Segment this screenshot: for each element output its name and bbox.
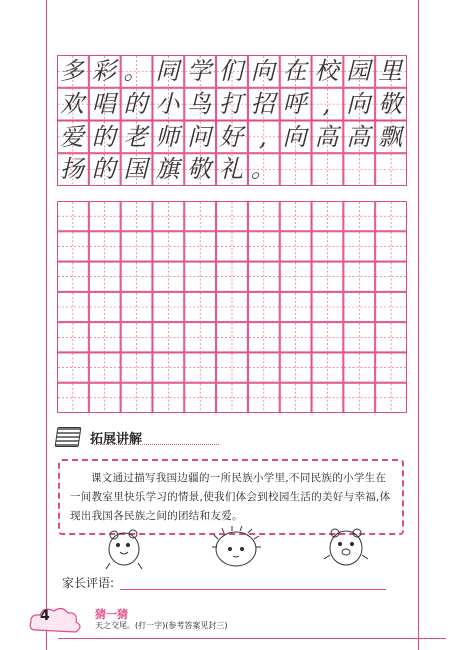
copy-character: 里: [378, 57, 403, 85]
copy-character: 师: [155, 122, 180, 151]
cloud-icon: [28, 602, 88, 638]
page-number: 4: [40, 608, 50, 624]
copy-character: 敬: [378, 89, 403, 118]
copy-character: 的: [91, 122, 116, 151]
copy-character: 爱: [59, 122, 84, 151]
parent-comment-label: 家长评语:: [62, 576, 115, 590]
copy-character: 。: [250, 155, 275, 184]
copy-character: 同: [155, 57, 180, 85]
copy-character: 向: [282, 122, 307, 151]
copy-character: 的: [91, 155, 116, 184]
copy-character: 高: [314, 122, 339, 151]
writing-practice-grid: [57, 201, 407, 413]
parent-comment-line[interactable]: [120, 589, 386, 590]
expand-tag: [56, 425, 142, 449]
copy-character: 老: [123, 122, 148, 151]
copy-character: 小: [155, 89, 180, 118]
copy-character: 好: [218, 122, 243, 151]
copy-character: 敬: [187, 155, 212, 184]
copy-character: 多: [59, 57, 84, 85]
copy-character: 向: [250, 57, 275, 85]
riddle-text: 天之交尾。(打一字)(参考答案见封三): [95, 621, 228, 630]
copy-character: 在: [282, 57, 307, 85]
copy-character: 招: [250, 89, 275, 118]
hedgehog-icon: [212, 526, 261, 566]
copy-character: 学: [187, 57, 212, 85]
expand-section: [56, 425, 409, 615]
copy-character: 飘: [378, 122, 403, 151]
copy-character: 唱: [91, 89, 116, 118]
copy-character: 问: [187, 122, 212, 151]
footer-line: [58, 638, 446, 639]
copy-character: 礼: [218, 155, 243, 184]
copy-character: ,: [258, 122, 267, 151]
book-icon: [55, 427, 82, 447]
copy-character: 打: [218, 89, 243, 118]
animal-illustrations: [96, 525, 376, 571]
expand-title: 拓展讲解: [90, 431, 143, 447]
copy-character: 呼: [282, 89, 307, 118]
copy-character: 。: [123, 57, 148, 85]
copy-character: 的: [123, 89, 148, 118]
copy-character: 鸟: [187, 89, 212, 118]
tag-underline: [94, 444, 219, 445]
copy-character: 旗: [155, 155, 180, 184]
copy-character: 向: [346, 89, 371, 118]
explanation-box: [58, 459, 404, 535]
copy-character: 们: [218, 57, 243, 85]
copy-character: 彩: [91, 57, 116, 85]
copy-character: 国: [123, 155, 148, 184]
hamster-right-icon: [324, 529, 368, 565]
copy-character: 扬: [59, 155, 84, 184]
riddle-title: 猜一猜: [95, 608, 128, 621]
hamster-left-icon: [106, 530, 142, 569]
copy-character: 高: [346, 122, 371, 151]
copy-character: 欢: [59, 89, 84, 118]
copy-character: 园: [346, 57, 371, 85]
footer: [28, 602, 458, 650]
copy-character: ,: [322, 89, 331, 118]
explanation-text: 课文通过描写我国边疆的一所民族小学里,不同民族的小学生在一间教室里快乐学习的情景,使我们体会到校园生活的美好与幸福,体现出我国各民族之间的团结和友爱。: [70, 472, 391, 522]
copy-character: 校: [314, 57, 339, 85]
